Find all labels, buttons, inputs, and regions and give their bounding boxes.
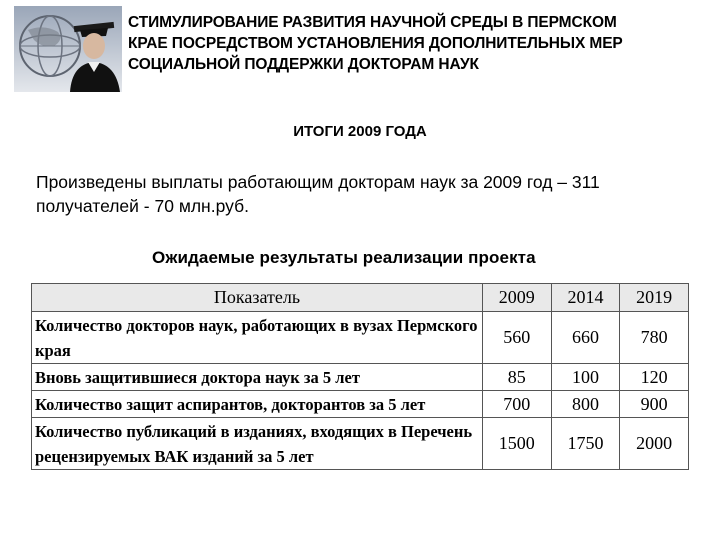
value-2014-cell: 100	[551, 364, 620, 391]
value-2009-cell: 560	[482, 312, 551, 364]
table-row	[32, 364, 689, 391]
value-2014-cell: 1750	[551, 418, 620, 470]
column-header-2014: 2014	[551, 284, 620, 312]
value-2009-cell: 1500	[482, 418, 551, 470]
column-header-indicator: Показатель	[32, 284, 483, 312]
value-2009-cell: 700	[482, 391, 551, 418]
page-title: СТИМУЛИРОВАНИЕ РАЗВИТИЯ НАУЧНОЙ СРЕДЫ В ПЕРМСКОМ КРАЕ ПОСРЕДСТВОМ УСТАНОВЛЕНИЯ ДОПОЛНИТЕЛЬНЫХ МЕР СОЦИАЛЬНОЙ ПОДДЕРЖКИ ДОКТОРАМ НАУК	[128, 14, 623, 73]
column-header-2009: 2009	[482, 284, 551, 312]
indicator-cell: Количество публикаций в изданиях, входящих в Перечень рецензируемых ВАК изданий за 5 лет	[32, 418, 483, 470]
indicator-cell: Количество докторов наук, работающих в вузах Пермского края	[32, 312, 483, 364]
table-row	[32, 312, 689, 364]
table-row	[32, 391, 689, 418]
indicator-cell: Количество защит аспирантов, докторантов за 5 лет	[32, 391, 483, 418]
table-heading: Ожидаемые результаты реализации проекта	[152, 248, 536, 267]
indicator-cell: Вновь защитившиеся доктора наук за 5 лет	[32, 364, 483, 391]
value-2009-cell: 85	[482, 364, 551, 391]
summary-text: Произведены выплаты работающим докторам наук за 2009 год – 311 получателей - 70 млн.руб.	[36, 172, 600, 216]
column-header-2019: 2019	[620, 284, 689, 312]
value-2014-cell: 800	[551, 391, 620, 418]
value-2014-cell: 660	[551, 312, 620, 364]
header-photo	[14, 6, 122, 92]
table-row	[32, 418, 689, 470]
value-2019-cell: 900	[620, 391, 689, 418]
value-2019-cell: 120	[620, 364, 689, 391]
value-2019-cell: 2000	[620, 418, 689, 470]
table-header-row	[32, 284, 689, 312]
results-table	[31, 283, 689, 470]
value-2019-cell: 780	[620, 312, 689, 364]
results-heading: ИТОГИ 2009 ГОДА	[293, 123, 427, 140]
